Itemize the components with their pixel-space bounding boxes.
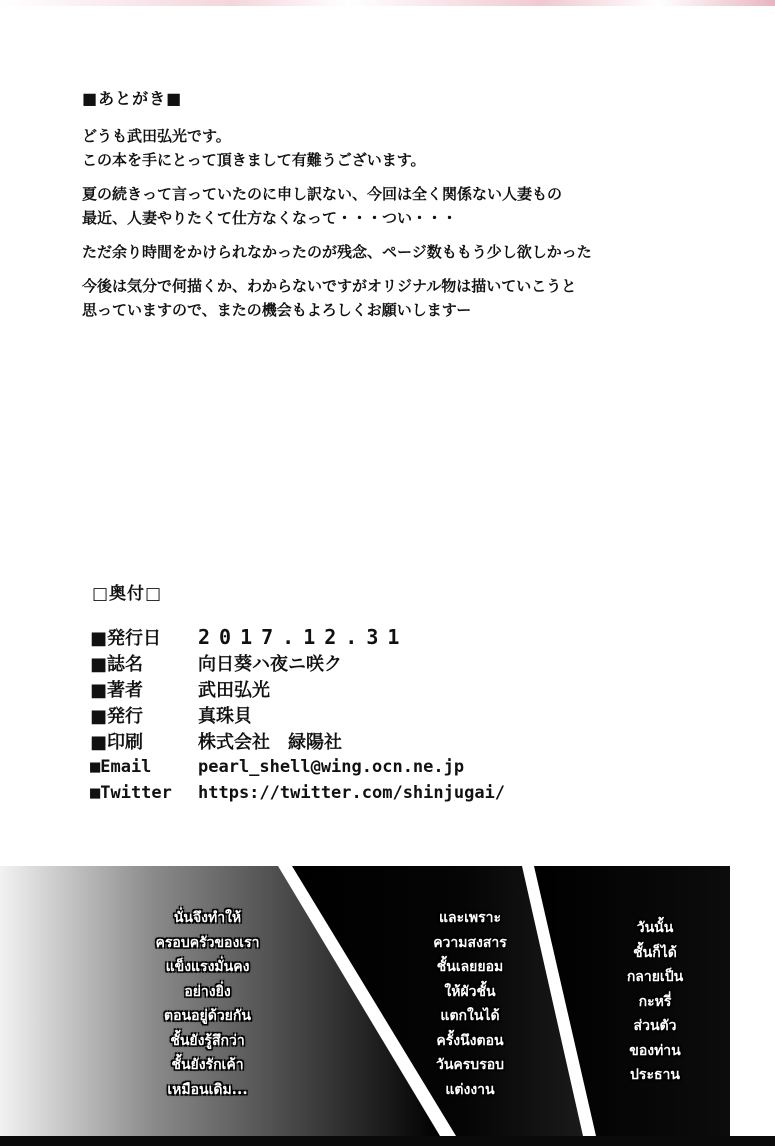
speech-line: วันครบรอบ bbox=[435, 1057, 505, 1073]
speech-text-panel-3 bbox=[600, 916, 710, 1088]
afterword-paragraph bbox=[82, 124, 722, 172]
speech-line: ครอบครัวของเรา bbox=[155, 934, 260, 951]
speech-line: ตอนอยู่ด้วยกัน bbox=[164, 1008, 251, 1024]
afterword-line: 夏の続きって言っていたのに申し訳ない、今回は全く関係ない人妻もの bbox=[82, 185, 563, 203]
speech-line: ชั้นเลยยอม bbox=[436, 959, 504, 975]
afterword-line: この本を手にとって頂きまして有難うございます。 bbox=[82, 151, 426, 169]
afterword-line: 思っていますので、またの機会もよろしくお願いしますー bbox=[82, 301, 472, 319]
colophon-label: ■著者 bbox=[90, 680, 144, 701]
speech-line: เหมือนเดิม... bbox=[167, 1081, 248, 1098]
afterword-line: ただ余り時間をかけられなかったのが残念、ページ数ももう少し欲しかった bbox=[82, 243, 592, 261]
colophon-label: ■発行 bbox=[90, 706, 144, 727]
colophon-label: ■印刷 bbox=[90, 732, 144, 753]
colophon-row-title bbox=[90, 650, 505, 676]
afterword-paragraph bbox=[82, 240, 722, 264]
speech-line: ชั้นยังรักเค้า bbox=[171, 1057, 244, 1073]
colophon-row-twitter bbox=[90, 780, 505, 806]
panel-bottom-border bbox=[0, 1136, 775, 1146]
colophon-value-title: 向日葵ハ夜ニ咲ク bbox=[198, 654, 342, 675]
colophon-row-date bbox=[90, 624, 505, 650]
afterword-body bbox=[82, 124, 722, 332]
speech-line: แข็งแรงมั่นคง bbox=[165, 959, 250, 975]
afterword-heading: ■あとがき■ bbox=[82, 89, 183, 108]
colophon-table bbox=[90, 624, 505, 806]
colophon-value-twitter: https://twitter.com/shinjugai/ bbox=[198, 783, 506, 803]
colophon-value-date: 2017.12.31 bbox=[198, 625, 409, 649]
speech-line: นั่นจึงทำให้ bbox=[173, 910, 242, 926]
speech-line: ให้ผัวชั้น bbox=[444, 983, 496, 1000]
speech-line: และเพราะ bbox=[438, 910, 502, 926]
speech-line: ส่วนตัว bbox=[633, 1018, 677, 1034]
speech-line: แตกในได้ bbox=[440, 1008, 500, 1024]
top-color-strip bbox=[0, 0, 775, 6]
afterword-line: どうも武田弘光です。 bbox=[82, 127, 231, 145]
colophon-heading: □奥付□ bbox=[92, 584, 163, 604]
afterword-paragraph bbox=[82, 182, 722, 230]
colophon-row-printer bbox=[90, 728, 505, 754]
speech-text-panel-1 bbox=[125, 906, 290, 1102]
colophon-label: ■誌名 bbox=[90, 654, 144, 675]
colophon-row-author bbox=[90, 676, 505, 702]
speech-line: ประธาน bbox=[630, 1067, 680, 1083]
speech-line: ของท่าน bbox=[629, 1042, 681, 1059]
colophon-label: ■Twitter bbox=[90, 783, 172, 803]
speech-line: ชั้นก็ได้ bbox=[633, 944, 677, 961]
speech-line: วันนั้น bbox=[636, 920, 674, 936]
speech-text-panel-2 bbox=[405, 906, 535, 1102]
colophon-value-email: pearl_shell@wing.ocn.ne.jp bbox=[198, 757, 465, 777]
colophon-value-publisher: 真珠貝 bbox=[198, 706, 252, 727]
colophon-value-author: 武田弘光 bbox=[198, 680, 270, 701]
colophon-label: ■発行日 bbox=[90, 628, 162, 649]
speech-line: อย่างยิ่ง bbox=[184, 983, 231, 1000]
speech-line: ชั้นยังรู้สึกว่า bbox=[170, 1032, 245, 1049]
colophon-row-publisher bbox=[90, 702, 505, 728]
speech-line: แต่งงาน bbox=[445, 1081, 495, 1098]
colophon-row-email bbox=[90, 754, 505, 780]
speech-line: ความสงสาร bbox=[433, 934, 507, 951]
colophon-value-printer: 株式会社 緑陽社 bbox=[198, 732, 342, 753]
speech-line: ครั้งนึงตอน bbox=[436, 1032, 504, 1049]
afterword-paragraph bbox=[82, 274, 722, 322]
afterword-line: 最近、人妻やりたくて仕方なくなって・・・つい・・・ bbox=[82, 209, 458, 227]
afterword-line: 今後は気分で何描くか、わからないですがオリジナル物は描いていこうと bbox=[82, 277, 577, 295]
speech-line: กะหรี่ bbox=[638, 993, 672, 1010]
speech-line: กลายเป็น bbox=[626, 969, 684, 985]
colophon-label: ■Email bbox=[90, 757, 152, 777]
